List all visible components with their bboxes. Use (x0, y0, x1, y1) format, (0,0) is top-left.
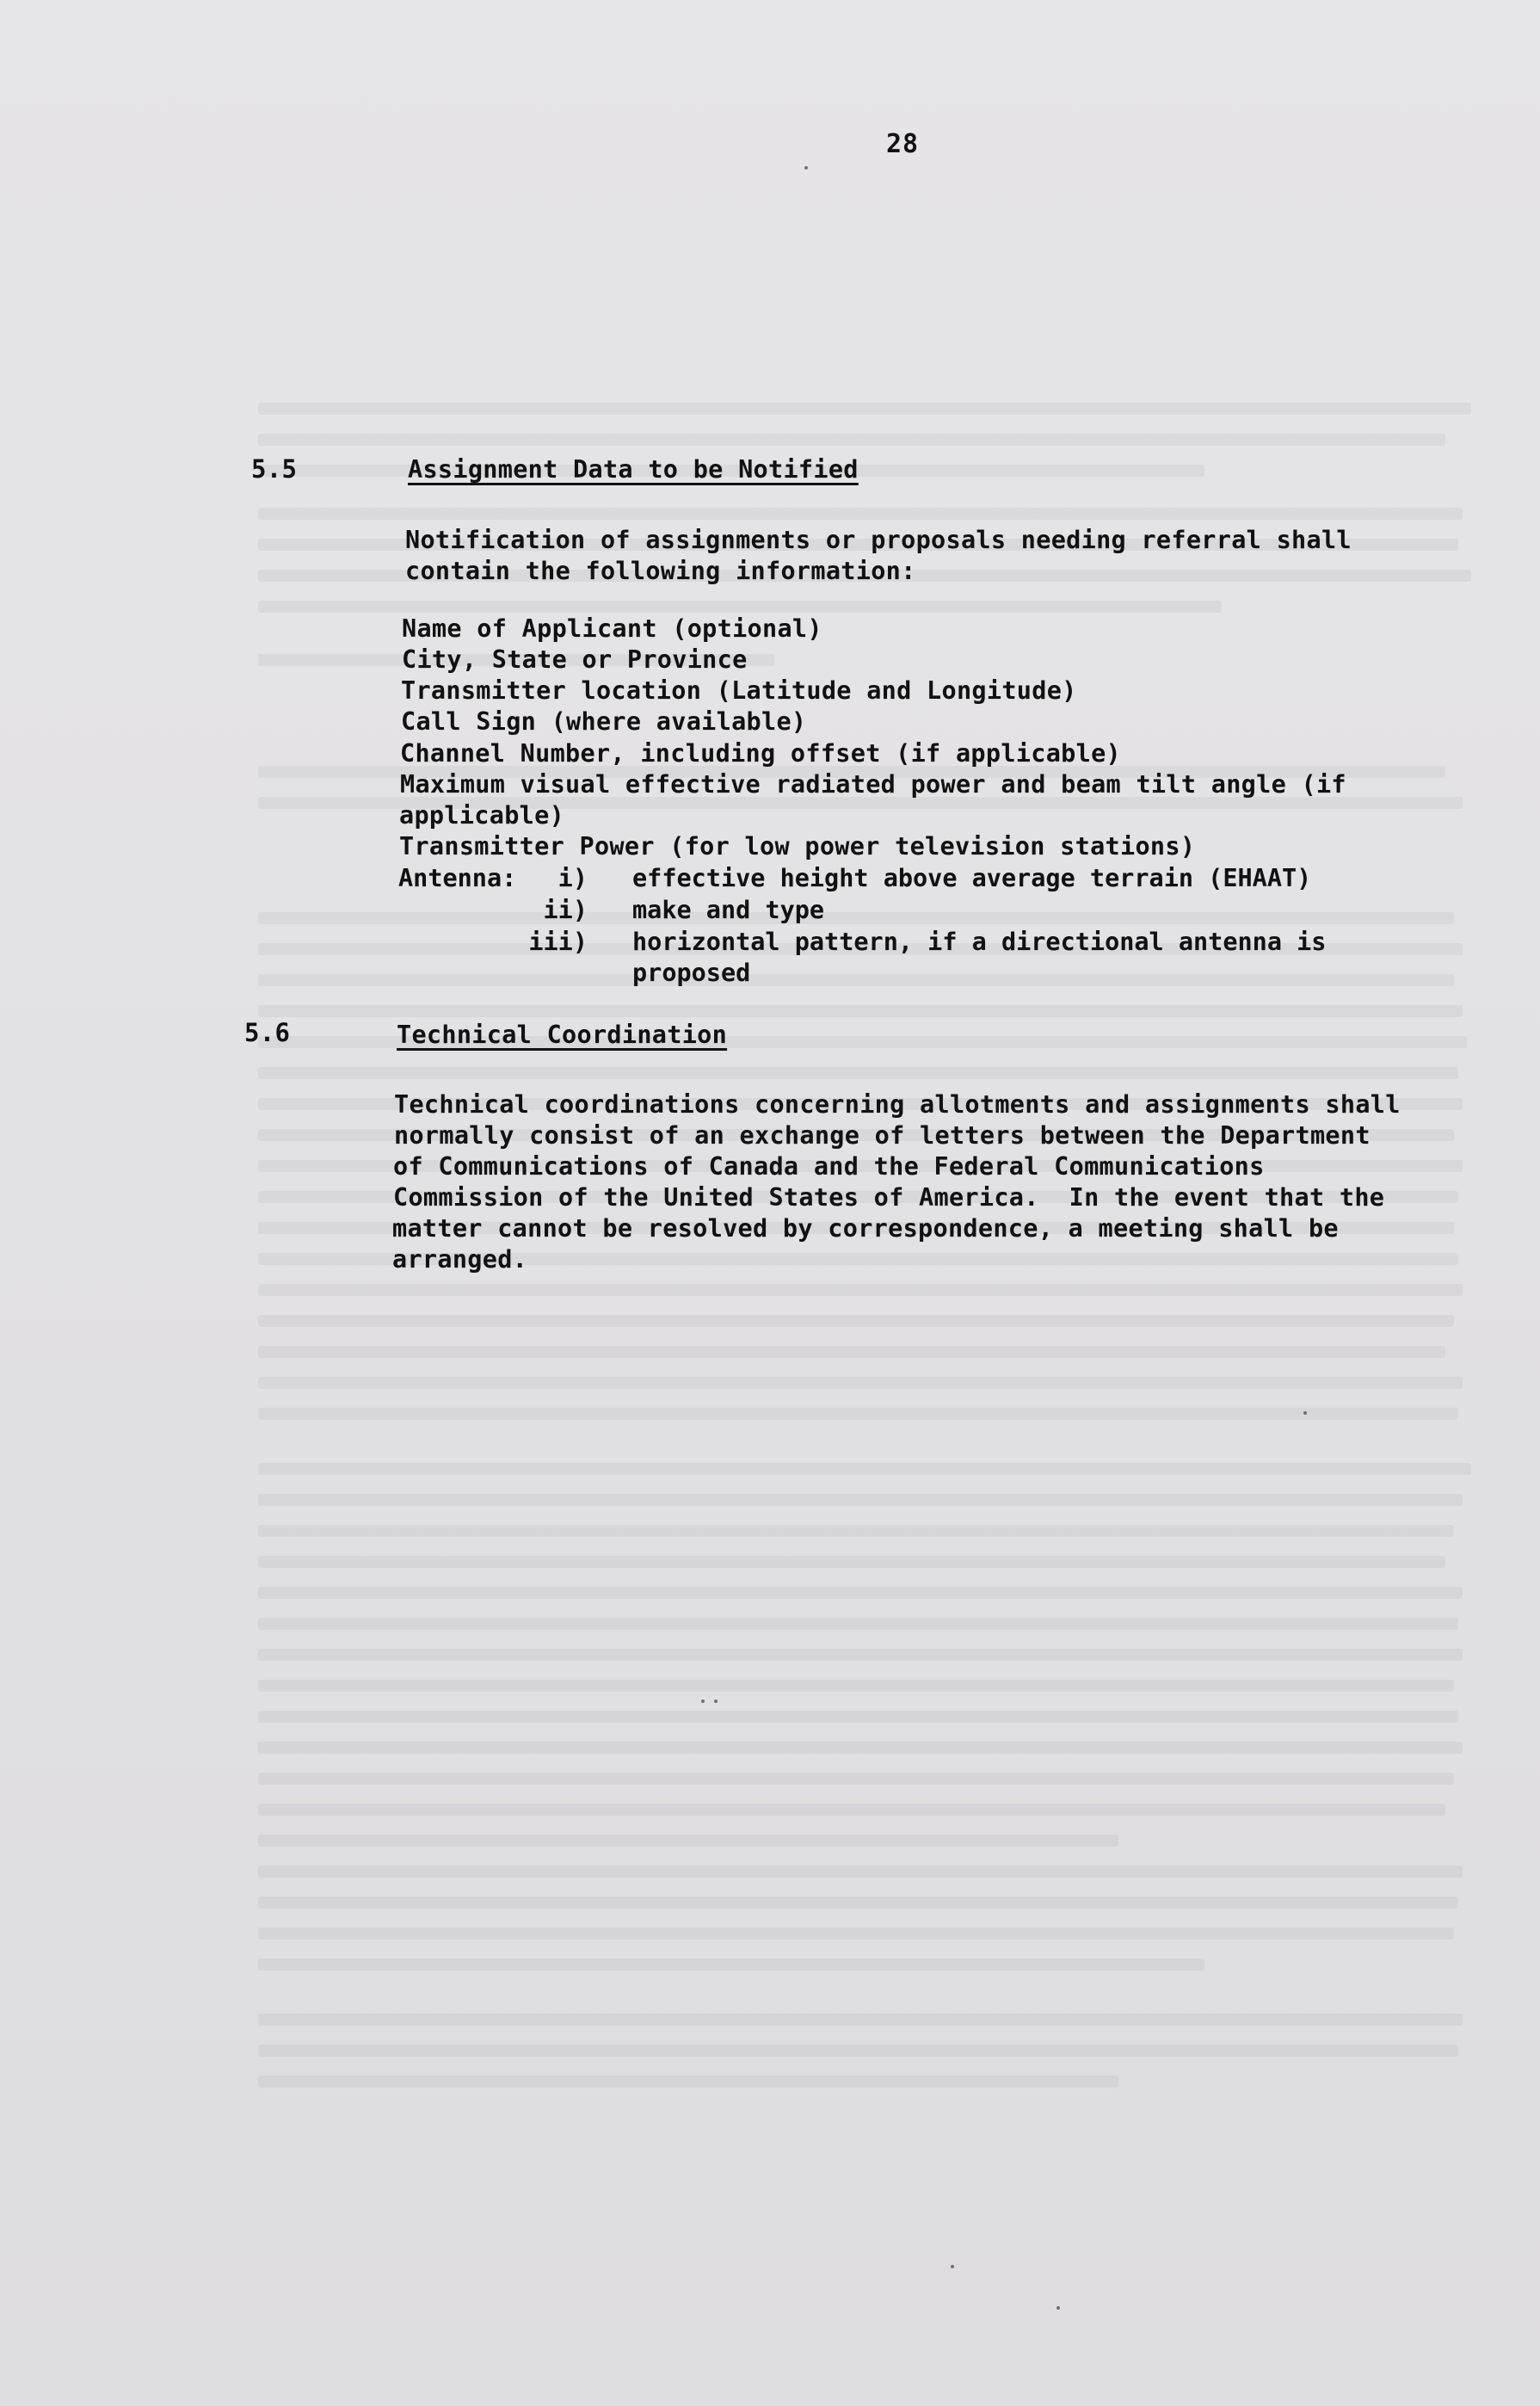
antenna-entry-text: proposed (632, 959, 751, 987)
info-list-item: Transmitter Power (for low power television stations) (399, 832, 1196, 861)
antenna-entry-text: effective height above average terrain (EHAAT) (632, 864, 1312, 892)
info-list-item: Name of Applicant (optional) (402, 614, 822, 643)
speck (1056, 2306, 1060, 2310)
section-title: Assignment Data to be Notified (408, 455, 859, 484)
paragraph-line: normally consist of an exchange of letters between the Department (394, 1121, 1371, 1150)
paragraph-line: arranged. (392, 1245, 528, 1274)
paragraph-line: matter cannot be resolved by correspondence, a meeting shall be (392, 1214, 1339, 1243)
info-list-item: Channel Number, including offset (if applicable) (400, 739, 1122, 768)
speck (1303, 1411, 1307, 1415)
info-list-item: Call Sign (where available) (401, 707, 807, 736)
speck (701, 1700, 705, 1703)
section-intro-line: contain the following information: (405, 557, 916, 585)
info-list-item: Maximum visual effective radiated power and beam tilt angle (if (400, 770, 1346, 799)
section-intro-line: Notification of assignments or proposals needing referral shall (405, 526, 1352, 554)
section-number: 5.6 (244, 1018, 291, 1047)
info-list-item: City, State or Province (402, 645, 748, 674)
section-number: 5.5 (251, 454, 298, 484)
paragraph-line: Commission of the United States of America. In the event that the (393, 1183, 1385, 1212)
info-list-item: Transmitter location (Latitude and Longitude) (401, 676, 1077, 705)
speck (951, 2265, 954, 2268)
roman-numeral: i) (557, 864, 588, 892)
speck (714, 1700, 718, 1703)
antenna-label: Antenna: (398, 864, 517, 892)
page-number: 28 (886, 129, 920, 159)
antenna-entry-text: make and type (632, 896, 825, 924)
section-title: Technical Coordination (397, 1021, 728, 1049)
paragraph-line: Technical coordinations concerning allotments and assignments shall (394, 1090, 1401, 1119)
speck (804, 166, 808, 170)
info-list-item: applicable) (399, 801, 565, 830)
antenna-entry-text: horizontal pattern, if a directional antenna is (632, 928, 1327, 956)
roman-numeral: iii) (528, 928, 588, 956)
roman-numeral: ii) (543, 896, 588, 924)
paragraph-line: of Communications of Canada and the Federal Communications (393, 1152, 1265, 1181)
